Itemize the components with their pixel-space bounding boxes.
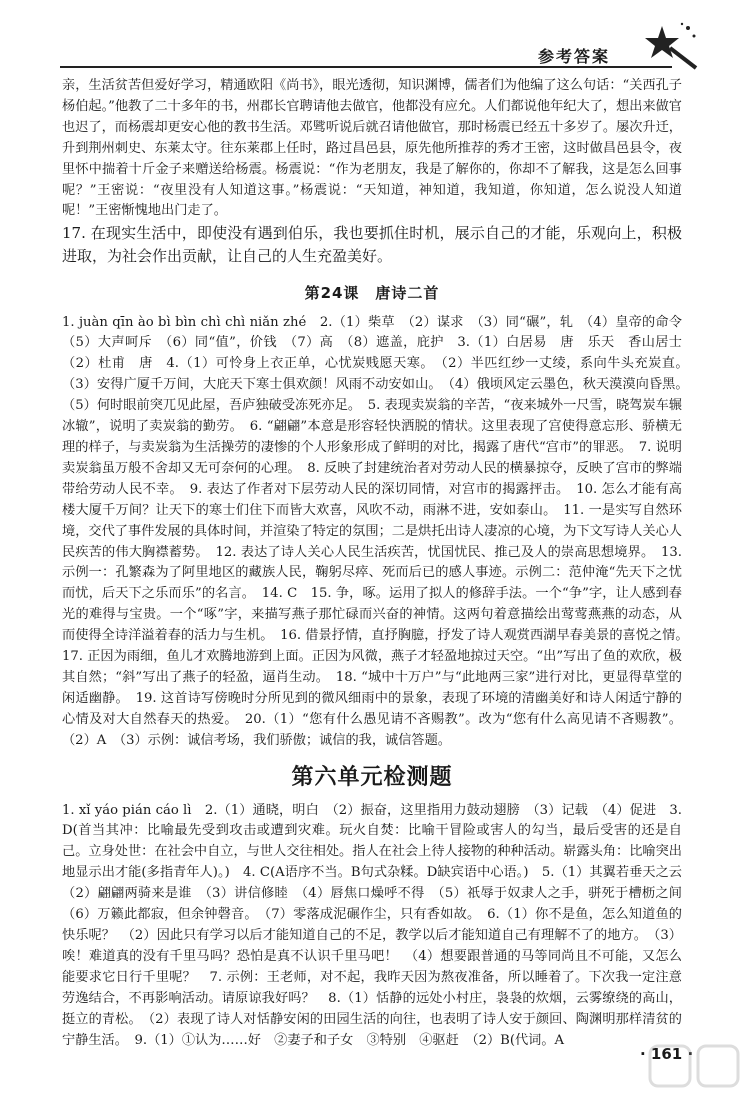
lesson23-q17: 17. 在现实生活中，即使没有遇到伯乐，我也要抓住时机，展示自己的才能，乐观向上，积极进取，为社会作出贡献，让自己的人生充盈美好。 — [62, 224, 682, 265]
star-wand-icon — [640, 20, 700, 72]
watermark-logo — [646, 1038, 746, 1098]
answer-content — [62, 76, 696, 1051]
section-label: 参考答案 — [538, 47, 611, 66]
header-rule — [60, 66, 672, 68]
unit6-answers: 1. xǐ yáo pián cáo lì 2.（1）通晓，明白 （2）振奋，这里指用力鼓动翅膀 （3）记载 （4）促进 3. D(首当其冲：比喻最先受到攻击或遭到灾难。玩火自焚：比喻干冒险或害人的勾当，最后受害的还是自己。立身处世：在社会中自立，与世人交往相处。指人在社会上待人接物的种种活动。崭露头角：比喻突出地显示出才能(多指青年人)。) 4. C(A语序不当。B句式杂糅。D缺宾语中心语。) 5.（1）其翼若垂天之云 （2）翩翩两骑来是谁 （3）讲信修睦 （4）唇焦口燥呼不得 （5）祇辱于奴隶人之手，骈死于槽枥之间 （6）万籁此都寂，但余钟磬音。 （7）零落成泥碾作尘，只有香如故。 6.（1）你不是鱼，怎么知道鱼的快乐呢？ （2）因此只有学习以后才能知道自己的不足，教学以后才能知道自己有理解不了的地方。 （3）唉！难道真的没有千里马吗？恐怕是真不认识千里马吧！ （4）想要跟普通的马等同尚且不可能，又怎么能要求它日行千里呢？ 7. 示例：王老师，对不起，我昨天因为熬夜准备，所以睡着了。下次我一定注意劳逸结合，不再影响活动。请原谅我好吗？ 8.（1）恬静的远处小村庄，袅袅的炊烟，云雾缭绕的高山，挺立的青松。 （2）表现了诗人对恬静安闲的田园生活的向往，也表明了诗人安于颜回、陶渊明那样清贫的宁静生活。 9.（1）①认为……好 ②妻子和子女 ③特别 ④驱赶 （2）B(代词。A — [62, 802, 696, 1048]
lesson23-translation: 亲，生活贫苦但爱好学习，精通欧阳《尚书》，眼光透彻，知识渊博，儒者们为他编了这么句话：“关西孔子杨伯起。”他教了二十多年的书，州郡长官聘请他去做官，他都没有应允。人们都说他年纪大了，想出来做官也迟了，而杨震却更安心他的教书生活。邓骘听说后就召请他做官，那时杨震已经五十多岁了。屡次升迁，升到荆州刺史、东莱太守。往东莱郡上任时，路过昌邑县，原先他所推荐的秀才王密，这时做昌邑县令，夜里怀中揣着十斤金子来赠送给杨震。杨震说：“作为老朋友，我是了解你的，你却不了解我，这是怎么回事呢？”王密说：“夜里没有人知道这事。”杨震说：“天知道，神知道，我知道，你知道，怎么说没人知道呢！”王密惭愧地出门走了。 — [62, 78, 682, 219]
lesson24-heading: 第24课 唐诗二首 — [304, 283, 440, 302]
page-number: · 161 · — [640, 1045, 694, 1063]
lesson24-answers: 1. juàn qīn ào bì bìn chì chì niǎn zhé 2.（1）柴草 （2）谋求 （3）同“碾”，轧 （4）皇帝的命令 （5）大声呵斥 （6）同“值”，价钱 （7）高 （8）遮盖，庇护 3.（1）白居易 唐 乐天 香山居士 （2）杜甫 唐 4.（1）可怜身上衣正单，心忧炭贱愿天寒。 （2）半匹红纱一丈绫，系向牛头充炭直。 （3）安得广厦千万间，大庇天下寒士俱欢颜！风雨不动安如山。 （4）俄顷风定云墨色，秋天漠漠向昏黑。 （5）何时眼前突兀见此屋，吾庐独破受冻死亦足。 5. 表现卖炭翁的辛苦，“夜来城外一尺雪，晓驾炭车辗冰辙”，说明了卖炭翁的勤劳。 6. “翩翩”本意是形容轻快洒脱的情状。这里表现了宫使得意忘形、骄横无理的样子，与卖炭翁为生活操劳的凄惨的个人形象形成了鲜明的对比，揭露了唐代“宫市”的罪恶。 7. 说明卖炭翁虽万般不舍却又无可奈何的心理。 8. 反映了封建统治者对劳动人民的横暴掠夺，反映了宫市的弊端带给劳动人民不幸。 9. 表达了作者对下层劳动人民的深切同情，对宫市的揭露抨击。 10. 怎么才能有高楼大厦千万间？让天下的寒士们住下而皆大欢喜，风吹不动，雨淋不进，安如泰山。 11. 一是实写自然环境，交代了事件发展的具体时间，并渲染了特定的氛围；二是烘托出诗人凄凉的心境，为下文写诗人关心人民疾苦的伟大胸襟蓄势。 12. 表达了诗人关心人民生活疾苦，忧国忧民、推己及人的崇高思想境界。 13. 示例一：孔繁森为了阿里地区的藏族人民，鞠躬尽瘁、死而后已的感人事迹。示例二：范仲淹“先天下之忧而忧，后天下之乐而乐”的名言。 14. C 15. 争，啄。运用了拟人的修辞手法。一个“争”字，让人感到春光的难得与宝贵。一个“啄”字，来描写燕子那忙碌而兴奋的神情。这两句着意描绘出莺莺燕燕的动态，从而使得全诗洋溢着春的活力与生机。 16. 借景抒情，直抒胸臆，抒发了诗人观赏西湖早春美景的喜悦之情。 17. 正因为雨细，鱼儿才欢腾地游到上面。正因为风微，燕子才轻盈地掠过天空。“出”写出了鱼的欢欣，极其自然；“斜”写出了燕子的轻盈，逼肖生动。 18. “城中十万户”与“此地两三家”进行对比，更显得草堂的闲适幽静。 19. 这首诗写傍晚时分所见到的微风细雨中的景象，表现了环境的清幽美好和诗人闲适宁静的心情及对大自然春天的热爱。 20.（1）“您有什么愚见请不吝赐教”。改为“您有什么高见请不吝赐教”。（2）A （3）示例：诚信考场，我们骄傲；诚信的我，诚信答题。 — [62, 314, 696, 748]
unit6-heading: 第六单元检测题 — [291, 764, 453, 790]
